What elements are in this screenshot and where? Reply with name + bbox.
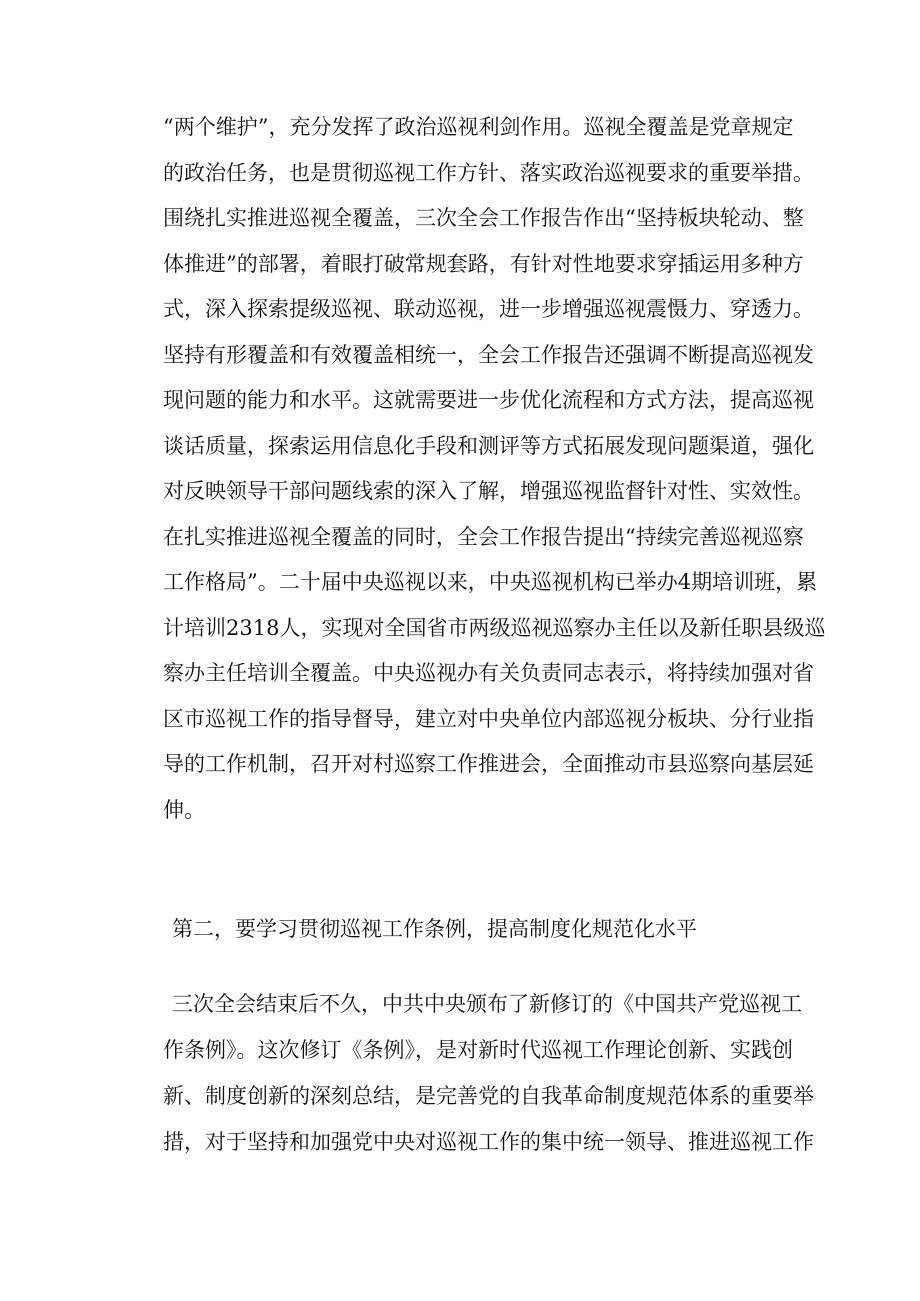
text-line: 导的工作机制，召开对村巡察工作推进会，全面推动市县巡察向基层延 — [163, 752, 814, 776]
text-line: 的政治任务，也是贯彻巡视工作方针、落实政治巡视要求的重要举措。 — [163, 160, 814, 185]
text-line: 坚持有形覆盖和有效覆盖相统一，全会工作报告还强调不断提高巡视发 — [163, 342, 814, 367]
text-line: 三次全会结束后不久，中共中央颁布了新修订的《中国共产党巡视工 — [172, 992, 802, 1016]
text-line: 计培训2318人，实现对全国省市两级巡视巡察办主任以及新任职县级巡 — [163, 615, 826, 640]
text-line: 区市巡视工作的指导督导，建立对中央单位内部巡视分板块、分行业指 — [163, 706, 814, 731]
text-line: 围绕扎实推进巡视全覆盖，三次全会工作报告作出“坚持板块轮动、整 — [163, 206, 804, 230]
text-line: 在扎实推进巡视全覆盖的同时，全会工作报告提出“持续完善巡视巡察 — [163, 524, 804, 549]
text-line: “两个维护”，充分发挥了政治巡视利剑作用。巡视全覆盖是党章规定 — [163, 115, 794, 139]
text-line: 新、制度创新的深刻总结，是完善党的自我革命制度规范体系的重要举 — [163, 1084, 814, 1108]
text-line: 现问题的能力和水平。这就需要进一步优化流程和方式方法，提高巡视 — [163, 388, 814, 412]
text-line: 措，对于坚持和加强党中央对巡视工作的集中统一领导、推进巡视工作 — [163, 1130, 814, 1154]
text-line: 体推进”的部署，着眼打破常规套路，有针对性地要求穿插运用多种方 — [163, 251, 804, 276]
text-line: 对反映领导干部问题线索的深入了解，增强巡视监督针对性、实效性。 — [163, 479, 814, 503]
text-line: 作条例》。这次修订《条例》，是对新时代巡视工作理论创新、实践创 — [163, 1038, 793, 1062]
heading-text: 第二，要学习贯彻巡视工作条例，提高制度化规范化水平 — [172, 917, 697, 941]
text-line: 察办主任培训全覆盖。中央巡视办有关负责同志表示，将持续加强对省 — [163, 661, 814, 685]
text-line: 式，深入探索提级巡视、联动巡视，进一步增强巡视震慑力、穿透力。 — [163, 297, 814, 321]
text-line: 伸。 — [163, 797, 205, 822]
text-line: 谈话质量，探索运用信息化手段和测评等方式拓展发现问题渠道，强化 — [163, 433, 814, 458]
text-line: 工作格局”。二十届中央巡视以来，中央巡视机构已举办4期培训班，累 — [163, 570, 818, 594]
